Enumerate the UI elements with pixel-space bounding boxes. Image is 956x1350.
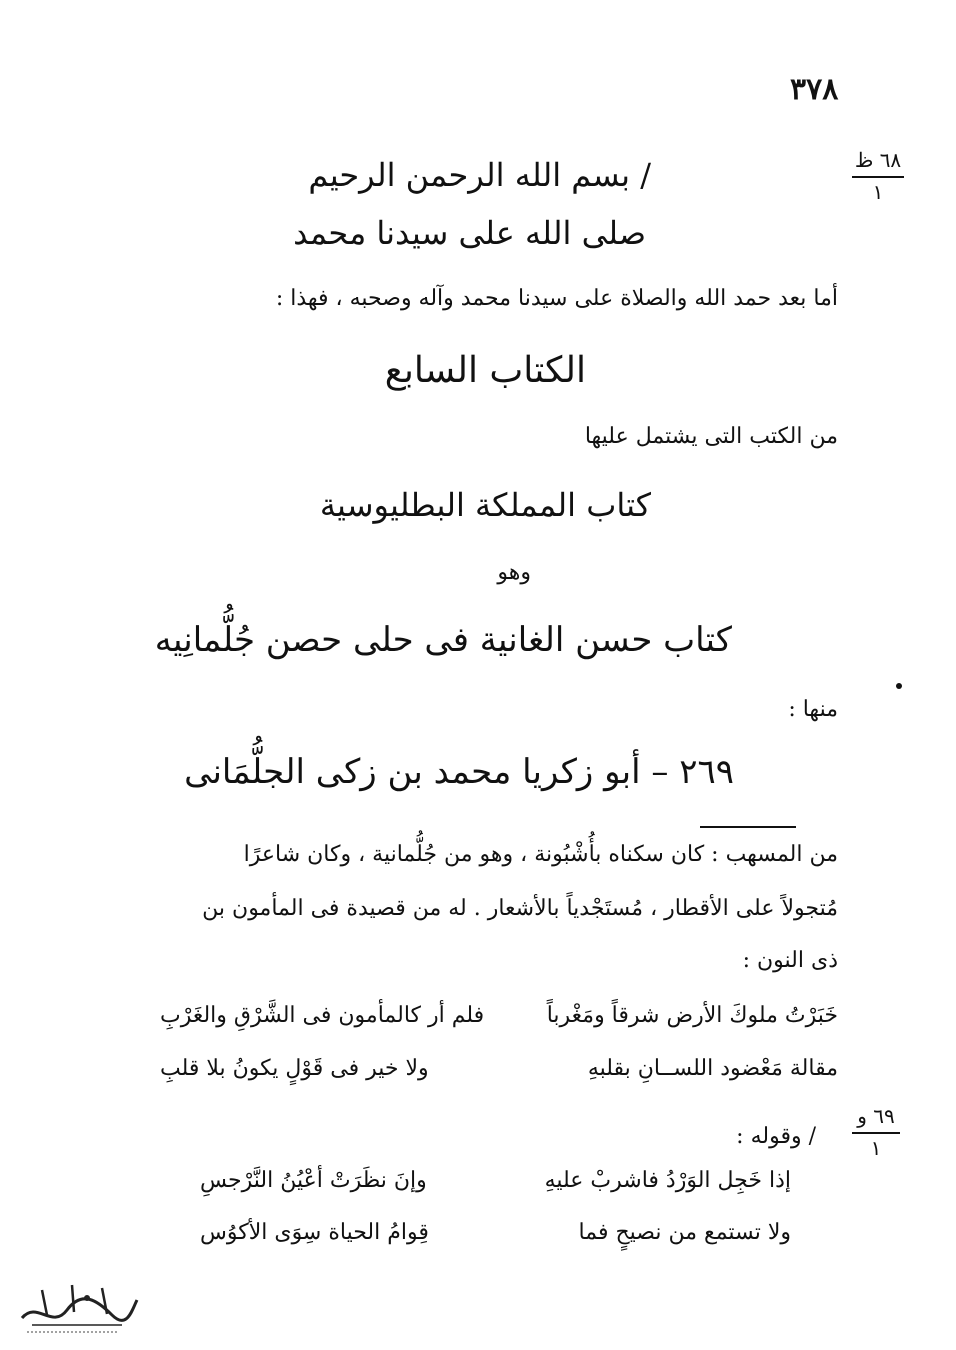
verse-hemistich-left: قِوامُ الحياة سِوَى الأكوُس bbox=[200, 1220, 429, 1245]
margin-folio-bottom: ١ bbox=[872, 180, 884, 204]
margin-folio-note bbox=[852, 148, 904, 204]
bio-line: مُتجولاً على الأقطار ، مُستَجْدياً بالأشعار . له من قصيدة فى المأمون بن bbox=[202, 896, 838, 921]
margin-folio-top: ٦٨ ظ bbox=[852, 148, 904, 178]
page-number: ٣٧٨ bbox=[790, 72, 839, 107]
margin-folio-top: ٦٩ و bbox=[852, 1104, 900, 1134]
entry-title-heading: ٢٦٩ – أبو زكريا محمد بن زكى الجلُّمَانى bbox=[184, 752, 734, 792]
bio-line: ذى النون : bbox=[742, 948, 838, 973]
salla-heading: صلى الله على سيدنا محمد bbox=[293, 214, 646, 252]
verse-hemistich-left: وإنَ نظَرَتْ أعْيُنُ النَّرْجسِ bbox=[200, 1168, 427, 1193]
verse-hemistich-left: فلم أر كالمأمون فى الشَّرْقِ والغَرْبِ bbox=[160, 1003, 485, 1028]
verse-hemistich-right: خَبَرْتُ ملوكَ الأرض شرقاً ومَغْرباً bbox=[546, 1003, 838, 1028]
book-number-heading: الكتاب السابع bbox=[384, 350, 586, 391]
verse-hemistich-right: إذا خَجِل الوَرْدُ فاشربْ عليهِ bbox=[544, 1168, 791, 1193]
book-title-heading: كتاب المملكة البطليوسية bbox=[319, 486, 651, 524]
margin-folio-bottom: ١ bbox=[870, 1136, 882, 1160]
verse-hemistich-right: مقالة مَعْضود اللســانِ بقلبهِ bbox=[587, 1056, 838, 1081]
bio-line: من المسهب : كان سكناه بأُشْبُونة ، وهو من جُلُّمانية ، وكان شاعرًا bbox=[243, 842, 838, 867]
verse-hemistich-left: ولا خير فى قَوْلٍ يكونُ بلا قلبِ bbox=[160, 1056, 429, 1081]
and-it-is-line: وهو bbox=[497, 560, 531, 585]
wa-qawluhu-line: / وقوله : bbox=[736, 1124, 816, 1149]
intro-line: أما بعد حمد الله والصلاة على سيدنا محمد وآله وصحبه ، فهذا : bbox=[275, 286, 838, 311]
minha-line: منها : bbox=[788, 697, 838, 722]
basmala-heading: / بسم الله الرحمن الرحيم bbox=[308, 156, 651, 194]
publisher-logo bbox=[12, 1270, 142, 1350]
verse-hemistich-right: ولا تستمع من نصيحٍ فما bbox=[578, 1220, 791, 1245]
from-books-line: من الكتب التى يشتمل عليها bbox=[584, 424, 838, 449]
book-subtitle-heading: كتاب حسن الغانية فى حلى حصن جُلُّمانِيه bbox=[154, 620, 732, 660]
section-rule bbox=[700, 826, 796, 828]
margin-folio-note bbox=[852, 1104, 900, 1160]
margin-dot bbox=[896, 683, 902, 689]
